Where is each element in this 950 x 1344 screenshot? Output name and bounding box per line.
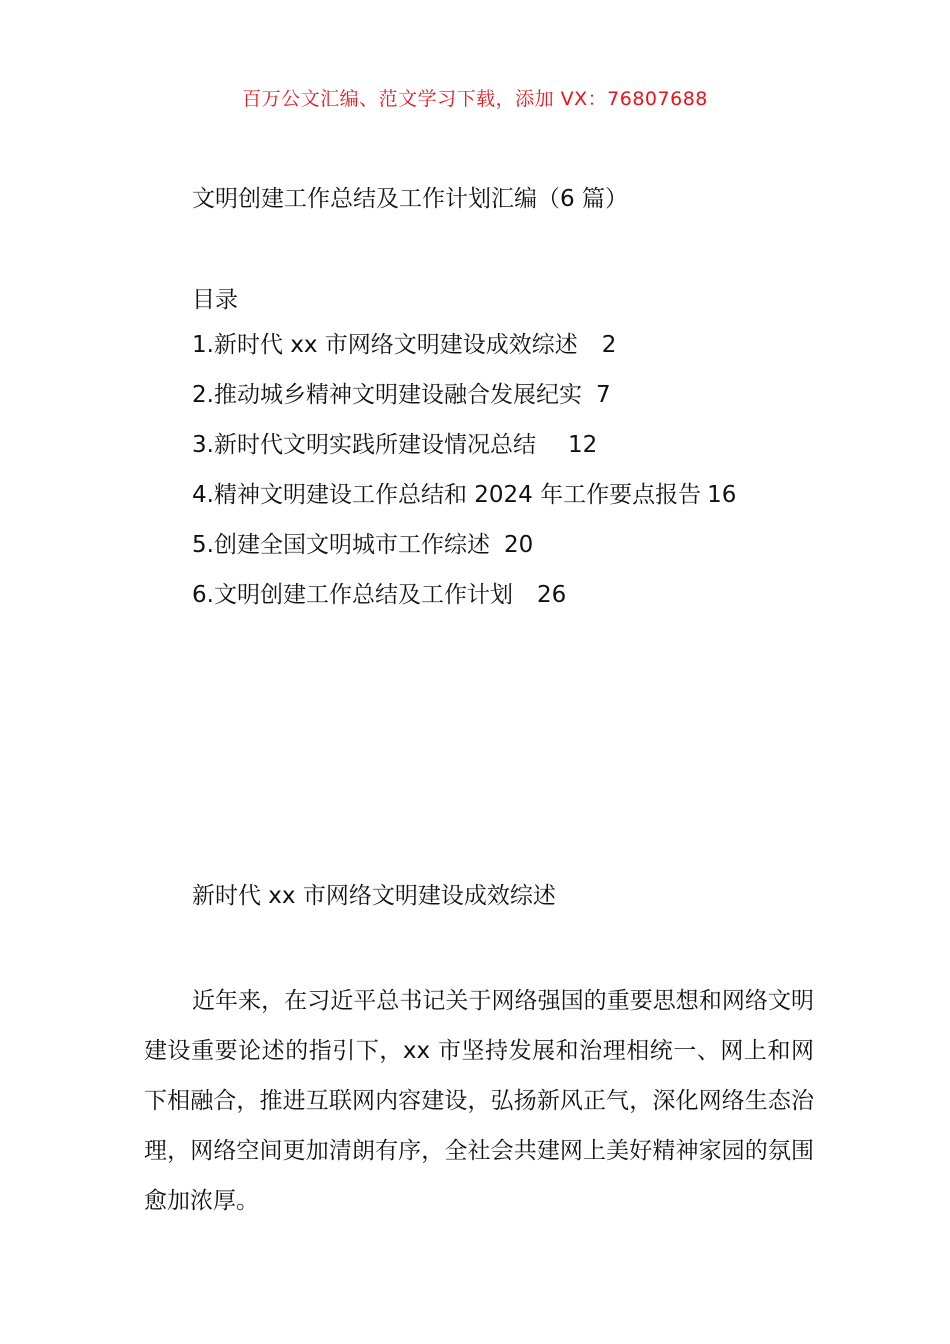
toc-item-title: 1.新时代 xx 市网络文明建设成效综述: [192, 332, 578, 358]
toc-item[interactable]: [192, 430, 736, 480]
toc-item[interactable]: [192, 330, 736, 380]
toc-item-page: 20: [503, 532, 534, 558]
toc-item-title: 6.文明创建工作总结及工作计划: [192, 582, 513, 608]
document-title: 文明创建工作总结及工作计划汇编（6 篇）: [192, 186, 628, 212]
toc-item-page: 26: [536, 582, 567, 608]
toc-item-title: 4.精神文明建设工作总结和 2024 年工作要点报告: [192, 482, 702, 508]
header-note: 百万公文汇编、范文学习下载，添加 VX：76807688: [242, 88, 708, 110]
toc-item-page: 2: [601, 332, 617, 358]
toc-item[interactable]: [192, 580, 736, 630]
body-paragraph: 近年来，在习近平总书记关于网络强国的重要思想和网络文明建设重要论述的指引下，xx 市坚持发展和治理相统一、网上和网下相融合，推进互联网内容建设，弘扬新风正气，深化网络生态治理，网络空间更加清朗有序，全社会共建网上美好精神家园的氛围愈加浓厚。: [144, 988, 814, 1214]
table-of-contents: [192, 330, 736, 630]
toc-item[interactable]: [192, 530, 736, 580]
toc-item-page: 16: [707, 482, 737, 508]
toc-item[interactable]: [192, 380, 736, 430]
toc-item-title: 3.新时代文明实践所建设情况总结: [192, 432, 536, 458]
toc-item-title: 2.推动城乡精神文明建设融合发展纪实: [192, 382, 582, 408]
toc-heading: 目录: [192, 287, 238, 313]
toc-item-title: 5.创建全国文明城市工作综述: [192, 532, 490, 558]
toc-item[interactable]: [192, 480, 736, 530]
toc-item-page: 7: [595, 382, 611, 408]
toc-item-page: 12: [567, 432, 598, 458]
section-title: 新时代 xx 市网络文明建设成效综述: [192, 883, 556, 909]
